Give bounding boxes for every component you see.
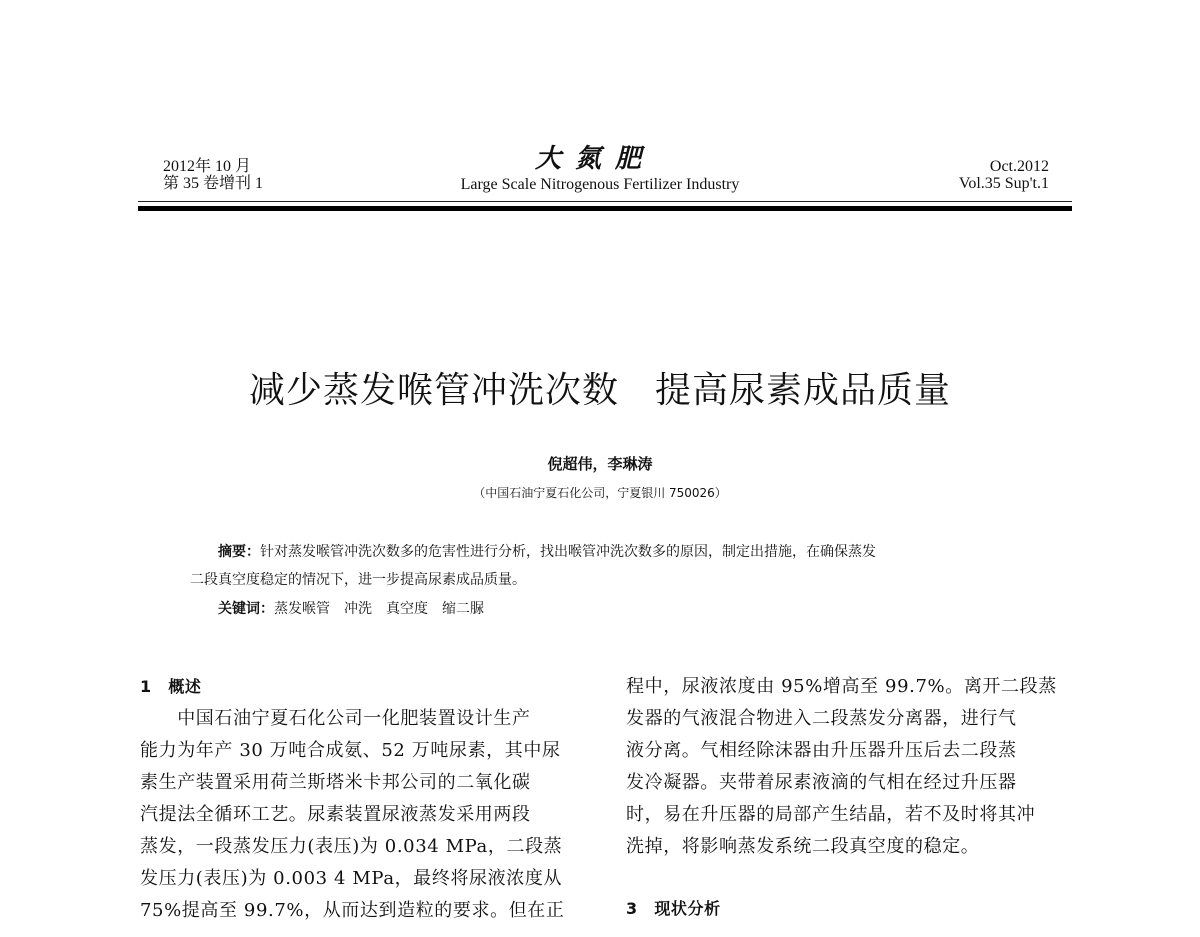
keyword: 缩二脲 [442, 601, 484, 617]
header-rule-thin [138, 201, 1072, 202]
section-heading-3: 3 现状分析 [626, 899, 721, 918]
paragraph-line: 发冷凝器。夹带着尿素液滴的气相在经过升压器 [626, 772, 1017, 793]
abstract-text: 针对蒸发喉管冲洗次数多的危害性进行分析，找出喉管冲洗次数多的原因，制定出措施，在确保蒸发 [260, 544, 876, 560]
journal-logo: 大氮肥 [535, 144, 656, 174]
keywords [218, 598, 498, 618]
paragraph-line: 蒸发，一段蒸发压力(表压)为 0.034 MPa，二段蒸 [140, 836, 563, 857]
issue-date: 2012年 10 月 [163, 158, 252, 175]
title-part-1: 减少蒸发喉管冲洗次数 [248, 370, 619, 411]
paragraph-line: 发器的气液混合物进入二段蒸发分离器，进行气 [626, 708, 1017, 729]
keywords-label: 关键词： [218, 601, 274, 617]
article-title [0, 362, 1200, 413]
paragraph-line: 程中，尿液浓度由 95%增高至 99.7%。离开二段蒸 [626, 676, 1057, 697]
paragraph-line: 75%提高至 99.7%，从而达到造粒的要求。但在正 [140, 900, 565, 921]
spacer [626, 863, 1076, 893]
paragraph-line: 中国石油宁夏石化公司一化肥装置设计生产 [140, 708, 531, 729]
paragraph-line: 素生产装置采用荷兰斯塔米卡邦公司的二氧化碳 [140, 772, 531, 793]
right-column [626, 671, 1076, 925]
paragraph-line: 时，易在升压器的局部产生结晶，若不及时将其冲 [626, 804, 1036, 825]
paragraph-line: 发压力(表压)为 0.003 4 MPa，最终将尿液浓度从 [140, 868, 563, 889]
paragraph-line: 液分离。气相经除沫器由升压器升压后去二段蒸 [626, 740, 1017, 761]
affiliation: （中国石油宁夏石化公司，宁夏银川 750026） [473, 486, 727, 500]
keyword: 真空度 [386, 601, 428, 617]
paragraph-line: 能力为年产 30 万吨合成氨、52 万吨尿素，其中尿 [140, 740, 561, 761]
authors: 倪超伟，李琳涛 [547, 455, 653, 473]
keyword: 冲洗 [344, 601, 372, 617]
abstract-line-1 [218, 541, 876, 561]
journal-name-en: Large Scale Nitrogenous Fertilizer Industry [460, 176, 740, 193]
abstract-label: 摘要： [218, 544, 260, 560]
volume-issue: 第 35 卷增刊 1 [163, 175, 264, 192]
volume-issue-en: Vol.35 Sup't.1 [958, 175, 1049, 192]
paragraph-line: 汽提法全循环工艺。尿素装置尿液蒸发采用两段 [140, 804, 531, 825]
header-rule-thick [138, 206, 1072, 211]
abstract-line-2: 二段真空度稳定的情况下，进一步提高尿素成品质量。 [190, 572, 526, 588]
section-heading-1: 1 概述 [140, 677, 202, 696]
paragraph-line: 洗掉，将影响蒸发系统二段真空度的稳定。 [626, 836, 980, 857]
title-part-2: 提高尿素成品质量 [655, 370, 952, 411]
keyword: 蒸发喉管 [274, 601, 330, 617]
left-column [140, 671, 590, 927]
issue-date-en: Oct.2012 [989, 158, 1049, 175]
